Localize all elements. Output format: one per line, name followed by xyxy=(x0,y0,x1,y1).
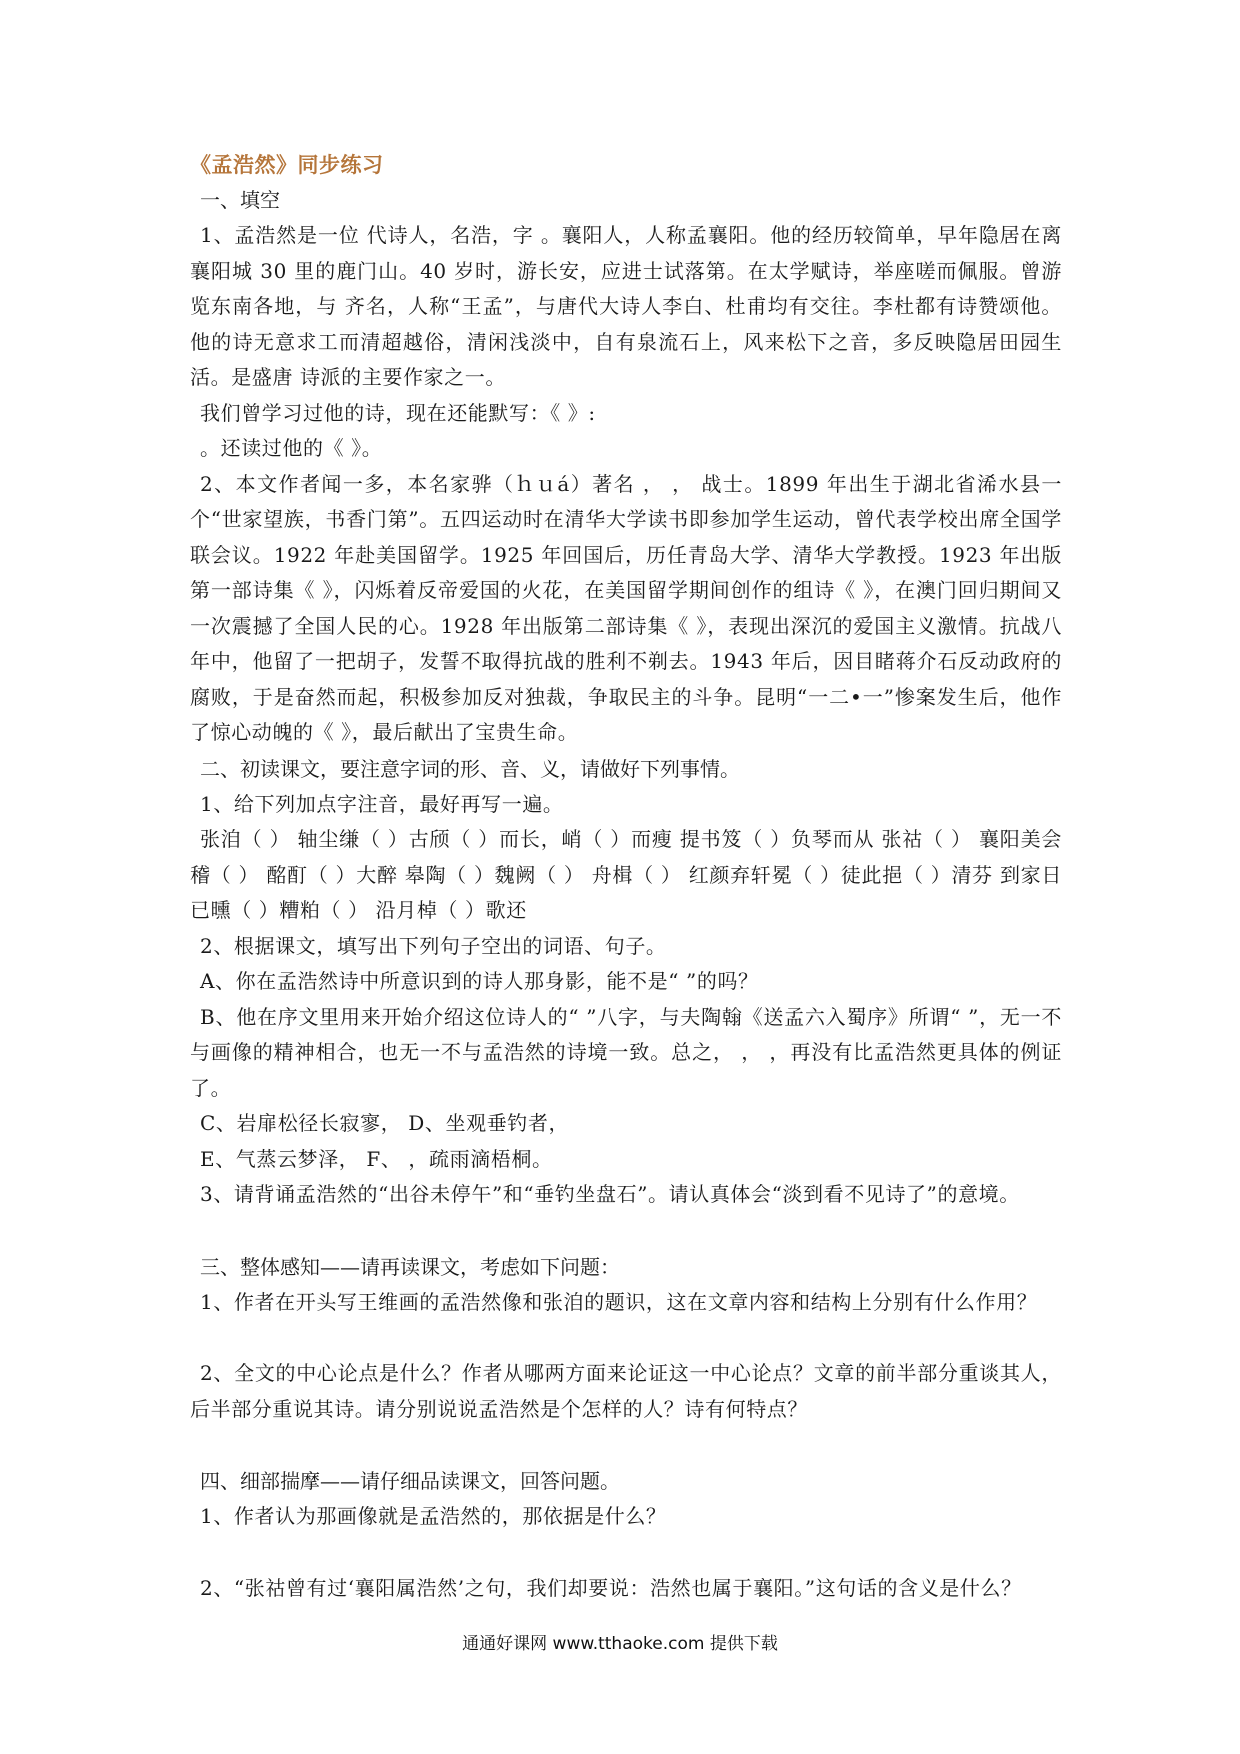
question-paragraph: B、他在序文里用来开始介绍这位诗人的“ ”八字，与夫陶翰《送孟六入蜀序》所谓“ ”，无一不与画像的精神相合，也无一不与孟浩然的诗境一致。总之， ， ，再没有比孟浩然更具体的例证了。 xyxy=(190,1004,1062,1100)
page-footer: 通通好课网 www.tthaoke.com 提供下载 xyxy=(462,1634,778,1654)
question-paragraph: 我们曾学习过他的诗，现在还能默写：《 》: xyxy=(200,400,596,425)
document-page xyxy=(190,150,1062,1606)
question-paragraph: 1、孟浩然是一位 代诗人，名浩，字 。襄阳人，人称孟襄阳。他的经历较简单，早年隐居在离襄阳城 30 里的鹿门山。40 岁时，游长安，应进士试落第。在太学赋诗，举座嗟而佩服。曾游览东南各地，与 齐名，人称“王孟”，与唐代大诗人李白、杜甫均有交往。李杜都有诗赞颂他。他的诗无意求工而清超越俗，清闲浅淡中，自有泉流石上，风来松下之音，多反映隐居田园生活。是盛唐 诗派的主要作家之一。 xyxy=(190,223,1062,389)
question-paragraph: 1、作者在开头写王维画的孟浩然像和张洎的题识，这在文章内容和结构上分别有什么作用？ xyxy=(200,1289,1038,1314)
question-paragraph: C、岩扉松径长寂寥， D、坐观垂钓者， xyxy=(200,1111,570,1135)
question-paragraph: 1、作者认为那画像就是孟浩然的，那依据是什么？ xyxy=(200,1504,667,1528)
question-paragraph: 。还读过他的《 》。 xyxy=(200,436,383,460)
question-paragraph: 2、本文作者闻一多，本名家骅（ｈｕá）著名 ， ， 战士。1899 年出生于湖北省浠水县一个“世家望族，书香门第”。五四运动时在清华大学读书即参加学生运动，曾代表学校出席全国学联会议。1922 年赴美国留学。1925 年回国后，历任青岛大学、清华大学教授。1923 年出版第一部诗集《 》，闪烁着反帝爱国的火花，在美国留学期间创作的组诗《 》，在澳门回归期间又一次震撼了全国人民的心。1928 年出版第二部诗集《 》，表现出深沉的爱国主义激情。抗战八年中，他留了一把胡子，发誓不取得抗战的胜利不剃去。1943 年后，因目睹蒋介石反动政府的腐败，于是奋然而起，积极参加反对独裁，争取民主的斗争。昆明“一二•一”惨案发生后，他作了惊心动魄的《 》，最后献出了宝贵生命。 xyxy=(190,471,1062,744)
blank-answer-space xyxy=(190,1320,1062,1356)
section-heading: 一、填空 xyxy=(200,188,280,212)
question-paragraph: 2、根据课文，填写出下列句子空出的词语、句子。 xyxy=(200,933,667,958)
question-paragraph: A、你在孟浩然诗中所意识到的诗人那身影，能不是“ ”的吗？ xyxy=(200,969,759,993)
section-heading: 二、初读课文，要注意字词的形、音、义，请做好下列事情。 xyxy=(200,756,740,781)
question-paragraph: 2、“张祜曾有过‘襄阳属浩然’之句，我们却要说：浩然也属于襄阳。”这句话的含义是什么？ xyxy=(200,1575,1022,1600)
document-title: 《孟浩然》同步练习 xyxy=(190,152,384,177)
question-paragraph: E、气蒸云梦泽， F、 ，疏雨滴梧桐。 xyxy=(200,1146,553,1171)
blank-answer-space xyxy=(190,1535,1062,1571)
question-paragraph: 张洎（ ） 轴尘缣（ ）古颀（ ）而长，峭（ ）而瘦 提书笈（ ）负琴而从 张祜（ ） 襄阳美会稽（ ） 酩酊（ ）大醉 皋陶（ ）魏阙（ ） 舟楫（ ） 红颜弃轩冕（ ）徒此挹（ ）清芬 到家日已曛（ ）糟粕（ ） 沿月棹（ ）歌还 xyxy=(190,827,1062,922)
section-heading: 三、整体感知——请再读课文，考虑如下问题： xyxy=(200,1254,620,1279)
section-heading: 四、细部揣摩——请仔细品读课文，回答问题。 xyxy=(200,1469,620,1493)
blank-answer-space xyxy=(190,1213,1062,1249)
document-body xyxy=(190,182,1062,1606)
question-paragraph: 1、给下列加点字注音，最好再写一遍。 xyxy=(200,791,564,816)
question-paragraph: 2、全文的中心论点是什么？作者从哪两方面来论证这一中心论点？文章的前半部分重谈其人，后半部分重说其诗。请分别说说孟浩然是个怎样的人？诗有何特点？ xyxy=(190,1361,1062,1421)
blank-answer-space xyxy=(190,1427,1062,1463)
question-paragraph: 3、请背诵孟浩然的“出谷未停午”和“垂钓坐盘石”。请认真体会“淡到看不见诗了”的意境。 xyxy=(200,1182,1020,1206)
